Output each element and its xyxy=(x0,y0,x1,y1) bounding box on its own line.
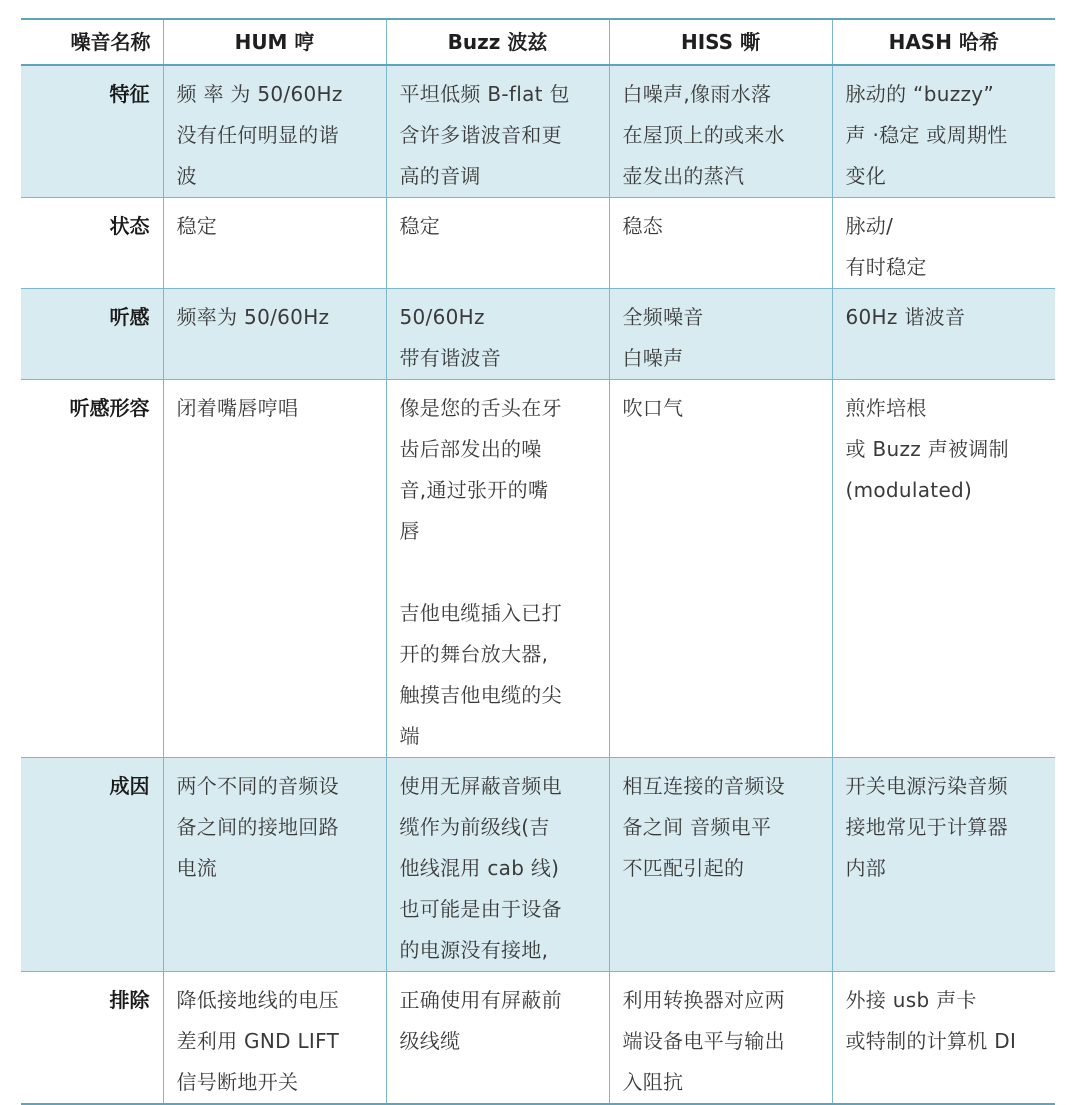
cell-line: 吹口气 xyxy=(622,396,684,420)
row-label-description: 听感形容 xyxy=(21,380,163,758)
cell-line: 或特制的计算机 DI xyxy=(845,1029,1017,1053)
cell-line: 级线缆 xyxy=(399,1029,461,1053)
cell-spacer xyxy=(400,552,597,593)
table-row-cause xyxy=(21,758,1055,972)
cell-fix-hash xyxy=(832,972,1055,1105)
cell-fix-buzz xyxy=(386,972,609,1105)
table-row-state xyxy=(21,198,1055,289)
cell-line: 60Hz 谐波音 xyxy=(845,305,966,329)
cell-sound-buzz xyxy=(386,289,609,380)
cell-sound-hash xyxy=(832,289,1055,380)
cell-cause-buzz xyxy=(386,758,609,972)
cell-features-buzz xyxy=(386,65,609,198)
cell-line: 备之间 音频电平 xyxy=(622,815,772,839)
cell-state-hiss xyxy=(609,198,832,289)
cell-line: 白噪声 xyxy=(622,346,684,370)
cell-line: (modulated) xyxy=(845,478,973,502)
cell-line: 端设备电平与输出 xyxy=(622,1029,785,1053)
cell-line: 稳态 xyxy=(622,214,664,238)
cell-line: 壶发出的蒸汽 xyxy=(622,164,745,188)
cell-line: 吉他电缆插入已打 xyxy=(399,601,562,625)
cell-line: 端 xyxy=(399,724,420,748)
cell-line: 脉动/ xyxy=(845,214,894,238)
cell-line: 没有任何明显的谐 xyxy=(176,123,339,147)
cell-line: 不匹配引起的 xyxy=(622,856,745,880)
cell-features-hum xyxy=(163,65,386,198)
cell-line: 在屋顶上的或来水 xyxy=(622,123,785,147)
cell-description-hash xyxy=(832,380,1055,758)
cell-line: 差利用 GND LIFT xyxy=(176,1029,340,1053)
cell-description-hiss xyxy=(609,380,832,758)
cell-line: 信号断地开关 xyxy=(176,1070,299,1094)
cell-description-hum xyxy=(163,380,386,758)
cell-line: 或 Buzz 声被调制 xyxy=(845,437,1009,461)
header-hum: HUM 哼 xyxy=(163,19,386,65)
header-hash: HASH 哈希 xyxy=(832,19,1055,65)
cell-line: 触摸吉他电缆的尖 xyxy=(399,683,562,707)
cell-line: 降低接地线的电压 xyxy=(176,988,339,1012)
cell-line: 入阻抗 xyxy=(622,1070,684,1094)
cell-line: 稳定 xyxy=(399,214,441,238)
row-label-cause: 成因 xyxy=(21,758,163,972)
cell-line: 脉动的 “buzzy” xyxy=(845,82,995,106)
cell-fix-hum xyxy=(163,972,386,1105)
cell-line: 高的音调 xyxy=(399,164,481,188)
cell-cause-hiss xyxy=(609,758,832,972)
header-row xyxy=(21,19,1055,65)
cell-line: 频率为 50/60Hz xyxy=(176,305,330,329)
cell-line: 含许多谐波音和更 xyxy=(399,123,562,147)
header-hiss: HISS 嘶 xyxy=(609,19,832,65)
cell-line: 频 率 为 50/60Hz xyxy=(176,82,343,106)
row-label-sound: 听感 xyxy=(21,289,163,380)
cell-line: 音,通过张开的嘴 xyxy=(399,478,549,502)
cell-line: 闭着嘴唇哼唱 xyxy=(176,396,299,420)
cell-line: 缆作为前级线(吉 xyxy=(399,815,550,839)
cell-line: 内部 xyxy=(845,856,887,880)
cell-line: 波 xyxy=(176,164,197,188)
cell-line: 稳定 xyxy=(176,214,218,238)
cell-line: 接地常见于计算器 xyxy=(845,815,1008,839)
table-row-description xyxy=(21,380,1055,758)
cell-features-hash xyxy=(832,65,1055,198)
cell-line: 全频噪音 xyxy=(622,305,704,329)
cell-line: 相互连接的音频设 xyxy=(622,774,785,798)
cell-line: 备之间的接地回路 xyxy=(176,815,339,839)
cell-line: 他线混用 cab 线) xyxy=(399,856,560,880)
cell-state-buzz xyxy=(386,198,609,289)
cell-features-hiss xyxy=(609,65,832,198)
cell-line: 开关电源污染音频 xyxy=(845,774,1008,798)
cell-line: 有时稳定 xyxy=(845,255,927,279)
cell-line: 唇 xyxy=(399,519,420,543)
row-label-fix: 排除 xyxy=(21,972,163,1105)
noise-comparison-table xyxy=(21,18,1055,1105)
table-row-features xyxy=(21,65,1055,198)
cell-line: 利用转换器对应两 xyxy=(622,988,785,1012)
cell-line: 变化 xyxy=(845,164,887,188)
cell-state-hum xyxy=(163,198,386,289)
cell-fix-hiss xyxy=(609,972,832,1105)
cell-line: 使用无屏蔽音频电 xyxy=(399,774,562,798)
cell-sound-hum xyxy=(163,289,386,380)
cell-line: 开的舞台放大器, xyxy=(399,642,549,666)
cell-line: 两个不同的音频设 xyxy=(176,774,339,798)
cell-line: 带有谐波音 xyxy=(399,346,501,370)
cell-line: 50/60Hz xyxy=(399,305,485,329)
cell-sound-hiss xyxy=(609,289,832,380)
header-buzz: Buzz 波兹 xyxy=(386,19,609,65)
cell-line: 白噪声,像雨水落 xyxy=(622,82,772,106)
cell-line: 正确使用有屏蔽前 xyxy=(399,988,562,1012)
cell-line: 像是您的舌头在牙 xyxy=(399,396,562,420)
cell-line: 电流 xyxy=(176,856,218,880)
cell-cause-hum xyxy=(163,758,386,972)
cell-line: 的电源没有接地, xyxy=(399,938,549,962)
cell-line: 声 ·稳定 或周期性 xyxy=(845,123,1008,147)
table-row-sound xyxy=(21,289,1055,380)
cell-line: 也可能是由于设备 xyxy=(399,897,562,921)
row-label-features: 特征 xyxy=(21,65,163,198)
header-row-label: 噪音名称 xyxy=(21,19,163,65)
noise-comparison-sheet xyxy=(21,18,1055,1105)
row-label-state: 状态 xyxy=(21,198,163,289)
cell-state-hash xyxy=(832,198,1055,289)
cell-line: 煎炸培根 xyxy=(845,396,927,420)
cell-line: 外接 usb 声卡 xyxy=(845,988,977,1012)
table-row-fix xyxy=(21,972,1055,1105)
cell-line: 齿后部发出的噪 xyxy=(399,437,542,461)
cell-line: 平坦低频 B-flat 包 xyxy=(399,82,570,106)
cell-description-buzz xyxy=(386,380,609,758)
table-body xyxy=(21,65,1055,1104)
cell-cause-hash xyxy=(832,758,1055,972)
